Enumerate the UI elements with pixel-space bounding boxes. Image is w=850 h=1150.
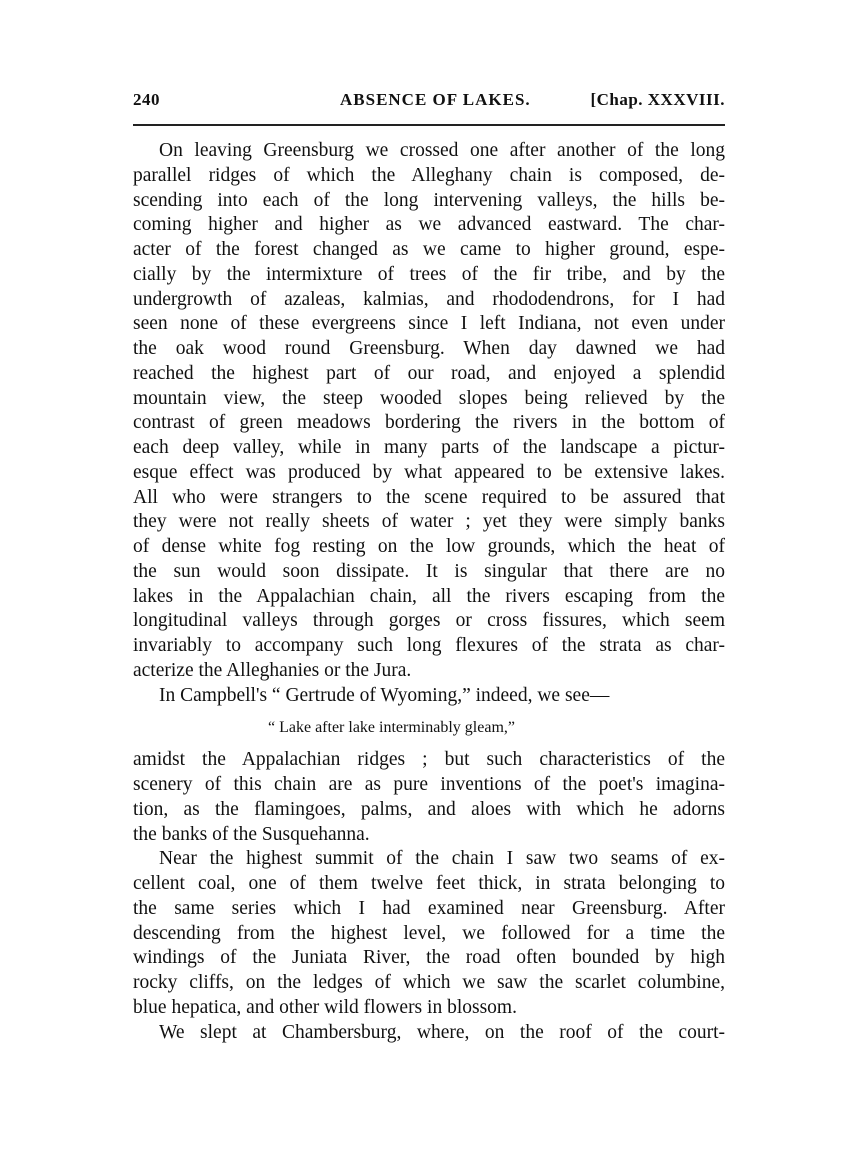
running-title: ABSENCE OF LAKES. bbox=[340, 90, 531, 109]
text-line: parallel ridges of which the Alleghany chain is composed, de- bbox=[133, 164, 725, 186]
text-line: cially by the intermixture of trees of the fir tribe, and by the bbox=[133, 263, 725, 285]
text-line: the oak wood round Greensburg. When day dawned we had bbox=[133, 338, 725, 359]
text-line: the banks of the Susquehanna. bbox=[133, 823, 370, 845]
text-line: longitudinal valleys through gorges or cross fissures, which seem bbox=[133, 610, 725, 632]
text-line: mountain view, the steep wooded slopes being relieved by the bbox=[133, 387, 725, 409]
text-line: of dense white fog resting on the low grounds, which the heat of bbox=[133, 536, 725, 557]
text-line: We slept at Chambersburg, where, on the roof of the court- bbox=[159, 1021, 725, 1043]
text-line: undergrowth of azaleas, kalmias, and rhododendrons, for I had bbox=[133, 288, 725, 310]
chapter-label: [Chap. XXXVIII. bbox=[590, 90, 725, 109]
text-line: On leaving Greensburg we crossed one after another of the long bbox=[159, 140, 725, 161]
text-line: In Campbell's “ Gertrude of Wyoming,” indeed, we see— bbox=[159, 684, 610, 706]
text-line: coming higher and higher as we advanced eastward. The char- bbox=[133, 214, 725, 236]
body-text bbox=[133, 139, 725, 1045]
text-line: lakes in the Appalachian chain, all the rivers escaping from the bbox=[133, 585, 725, 607]
text-line: they were not really sheets of water ; yet they were simply banks bbox=[133, 511, 725, 533]
text-line: Near the highest summit of the chain I saw two seams of ex- bbox=[159, 848, 725, 870]
page-number: 240 bbox=[133, 90, 160, 109]
text-line: the sun would soon dissipate. It is singular that there are no bbox=[133, 560, 725, 582]
paragraph-coal bbox=[133, 847, 725, 1020]
text-line: acter of the forest changed as we came to higher ground, espe- bbox=[133, 239, 725, 260]
text-line: acterize the Alleghanies or the Jura. bbox=[133, 659, 412, 681]
header-rule bbox=[133, 124, 725, 126]
text-line: seen none of these evergreens since I left Indiana, not even under bbox=[133, 313, 725, 335]
text-line: amidst the Appalachian ridges ; but such characteristics of the bbox=[133, 749, 725, 771]
paragraph-appalachian bbox=[133, 748, 725, 847]
text-line: the same series which I had examined near Greensburg. After bbox=[133, 897, 725, 919]
block-quote: “ Lake after lake interminably gleam,” bbox=[268, 719, 515, 737]
paragraph-greensburg bbox=[133, 139, 725, 684]
running-head bbox=[133, 90, 725, 114]
text-line: each deep valley, while in many parts of the landscape a pictur- bbox=[133, 437, 725, 458]
text-line: reached the highest part of our road, and enjoyed a splendid bbox=[133, 362, 725, 384]
text-line: tion, as the flamingoes, palms, and aloes with which he adorns bbox=[133, 798, 725, 820]
text-line: blue hepatica, and other wild flowers in blossom. bbox=[133, 996, 517, 1018]
text-line: contrast of green meadows bordering the rivers in the bottom of bbox=[133, 412, 725, 434]
paragraph-campbell bbox=[133, 684, 725, 709]
text-line: scending into each of the long intervening valleys, the hills be- bbox=[133, 189, 725, 211]
text-line: cellent coal, one of them twelve feet thick, in strata belonging to bbox=[133, 873, 725, 894]
text-line: descending from the highest level, we followed for a time the bbox=[133, 922, 725, 944]
text-line: invariably to accompany such long flexures of the strata as char- bbox=[133, 635, 725, 656]
text-line: All who were strangers to the scene required to be assured that bbox=[133, 486, 725, 508]
paragraph-chambersburg bbox=[133, 1021, 725, 1046]
text-line: scenery of this chain are as pure inventions of the poet's imagina- bbox=[133, 774, 725, 795]
text-line: esque effect was produced by what appeared to be extensive lakes. bbox=[133, 461, 725, 483]
text-line: rocky cliffs, on the ledges of which we saw the scarlet columbine, bbox=[133, 972, 725, 993]
text-line: windings of the Juniata River, the road often bounded by high bbox=[133, 947, 725, 969]
